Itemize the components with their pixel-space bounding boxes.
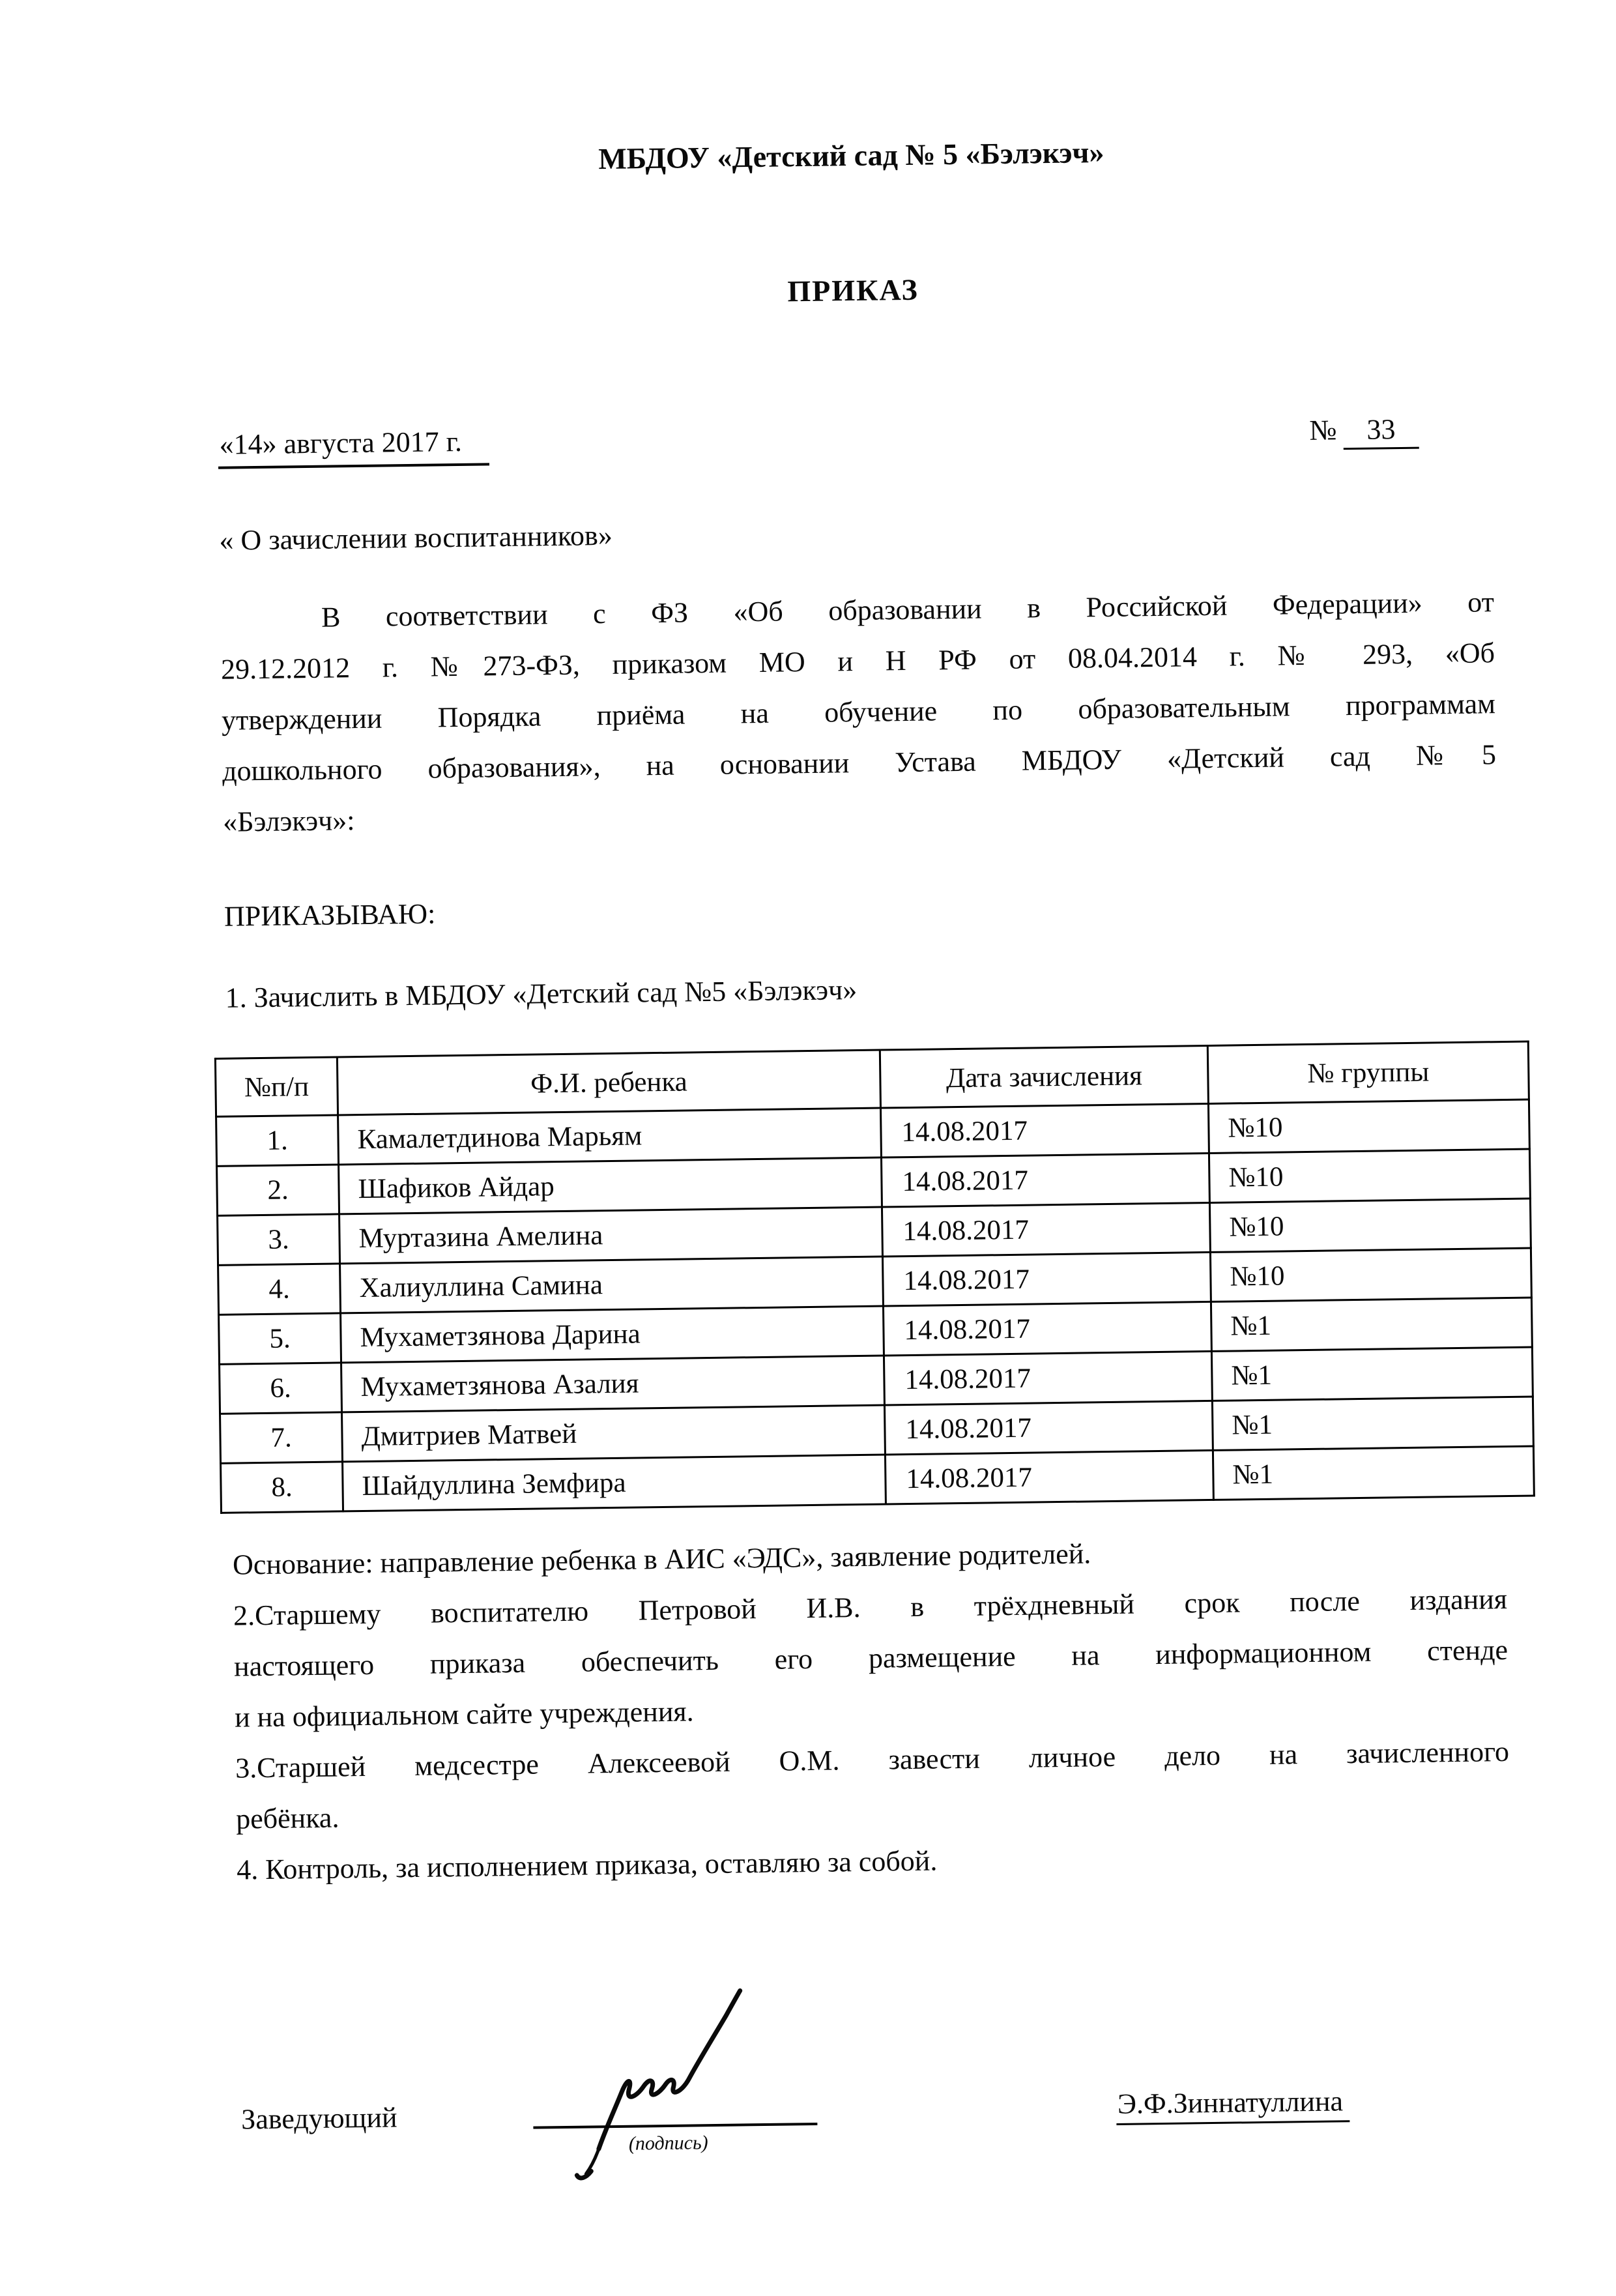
org-name: МБДОУ «Детский сад № 5 «Бэлэкэч» xyxy=(598,135,1104,176)
signature-caption: (подпись) xyxy=(628,2132,708,2155)
enroll-date: 14.08.2017 xyxy=(885,1450,1213,1504)
doc-type-title: ПРИКАЗ xyxy=(787,272,919,308)
intro-paragraph xyxy=(220,577,1497,848)
group-number: №10 xyxy=(1209,1149,1530,1202)
row-index: 3. xyxy=(218,1214,340,1265)
group-number: №1 xyxy=(1211,1298,1532,1351)
resolution-heading: ПРИКАЗЫВАЮ: xyxy=(224,897,436,933)
date-line: «14» августа 2017 г. xyxy=(218,424,489,469)
child-name: Муртазина Амелина xyxy=(339,1207,883,1264)
group-number: №10 xyxy=(1210,1248,1531,1301)
enroll-date: 14.08.2017 xyxy=(883,1301,1211,1356)
signature-block xyxy=(494,2018,842,2218)
intro-line: 29.12.2012 г. №273-ФЗ, приказом МО и Н РФ от 08.04.2014 г. № 293, «Об xyxy=(220,637,1495,686)
group-number: №10 xyxy=(1209,1199,1531,1252)
group-number: №10 xyxy=(1208,1099,1529,1153)
row-index: 8. xyxy=(221,1462,343,1513)
signature-name: Э.Ф.Зиннатуллина xyxy=(1116,2084,1350,2125)
order-item-line: 2.Старшему воспитателю Петровой И.В. в трёхдневный срок после издания xyxy=(233,1583,1508,1632)
basis-paragraph xyxy=(233,1523,1511,1896)
child-name: Дмитриев Матвей xyxy=(342,1405,886,1462)
child-name: Камалетдинова Марьям xyxy=(338,1108,882,1165)
enrollment-table xyxy=(214,1041,1535,1514)
row-index: 4. xyxy=(218,1264,341,1315)
child-name: Шафиков Айдар xyxy=(339,1157,882,1214)
enroll-item-line: 1. Зачислить в МБДОУ «Детский сад №5 «Бэлэкэч» xyxy=(225,974,858,1014)
row-index: 1. xyxy=(216,1115,339,1166)
child-name: Шайдуллина Земфира xyxy=(343,1455,886,1511)
intro-line: утверждении Порядка приёма на обучение по образовательным программам xyxy=(221,688,1496,736)
order-item-line: 4. Контроль, за исполнением приказа, оставляю за собой. xyxy=(236,1844,938,1886)
enroll-date: 14.08.2017 xyxy=(881,1153,1209,1207)
row-index: 7. xyxy=(220,1412,343,1463)
enroll-date: 14.08.2017 xyxy=(880,1103,1209,1157)
child-name: Мухаметзянова Азалия xyxy=(341,1356,885,1412)
signature-position-label: Заведующий xyxy=(240,2101,397,2136)
row-index: 5. xyxy=(219,1313,341,1364)
child-name: Халиуллина Самина xyxy=(340,1257,884,1313)
col-header-child-name: Ф.И. ребенка xyxy=(337,1050,880,1115)
order-item-line: ребёнка. xyxy=(235,1801,339,1835)
intro-line: В соответствии с ФЗ «Об образовании в Российской Федерации» от xyxy=(321,586,1495,633)
order-item-line: 3.Старшей медсестре Алексеевой О.М. завести личное дело на зачисленного xyxy=(235,1736,1510,1784)
table-body xyxy=(216,1099,1535,1513)
signature-row xyxy=(238,2009,1515,2241)
enroll-date: 14.08.2017 xyxy=(882,1202,1210,1257)
row-index: 6. xyxy=(220,1363,342,1414)
order-number-value: 33 xyxy=(1343,413,1419,450)
order-number xyxy=(1309,413,1419,450)
group-number: №1 xyxy=(1213,1446,1534,1500)
order-item-line: настоящего приказа обеспечить его размещение на информационном стенде xyxy=(233,1634,1508,1683)
intro-line: «Бэлэкэч»: xyxy=(222,804,355,838)
document-content xyxy=(212,0,1516,2241)
subject-line: « О зачислении воспитанников» xyxy=(219,519,613,557)
col-header-enroll-date: Дата зачисления xyxy=(880,1045,1208,1108)
enroll-date: 14.08.2017 xyxy=(884,1401,1213,1455)
enroll-date: 14.08.2017 xyxy=(882,1252,1211,1306)
group-number: №1 xyxy=(1211,1347,1533,1401)
basis-line: Основание: направление ребенка в АИС «ЭДС», заявление родителей. xyxy=(232,1537,1091,1581)
intro-line: дошкольного образования», на основании Устава МБДОУ «Детский сад №5 xyxy=(222,738,1497,787)
col-header-group: № группы xyxy=(1207,1041,1529,1103)
enroll-date: 14.08.2017 xyxy=(884,1351,1212,1405)
order-item-line: и на официальном сайте учреждения. xyxy=(234,1695,694,1734)
row-index: 2. xyxy=(217,1165,339,1215)
group-number: №1 xyxy=(1212,1397,1533,1450)
meta-row xyxy=(218,411,1492,469)
col-header-index: №п/п xyxy=(215,1057,338,1116)
order-number-label: № xyxy=(1309,414,1337,446)
child-name: Мухаметзянова Дарина xyxy=(341,1306,884,1363)
